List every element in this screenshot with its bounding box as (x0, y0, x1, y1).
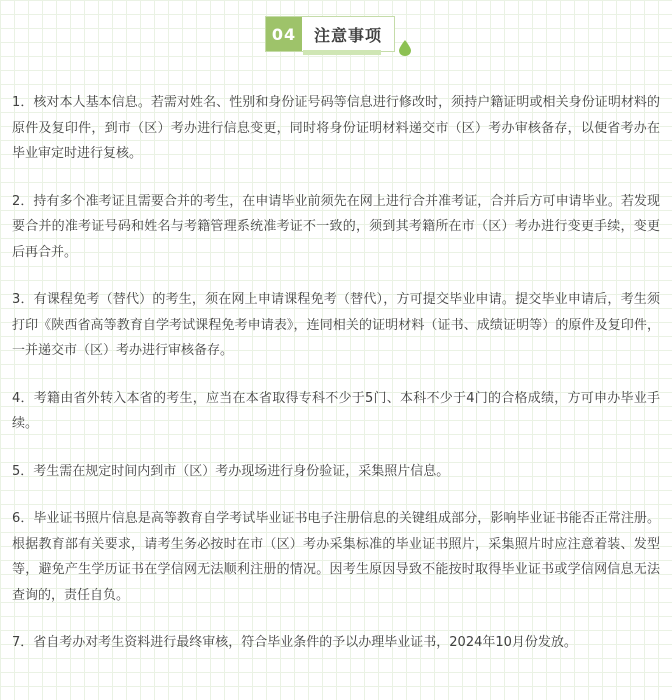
notice-item-2: 2．持有多个准考证且需要合并的考生，在申请毕业前须先在网上进行合并准考证，合并后方可申请毕业。若发现要合并的准考证号码和姓名与考籍管理系统准考证不一致的，须到其考籍所在市（区）考办进行变更手续，变更后再合并。 (12, 193, 660, 260)
section-number-badge: 04 (266, 17, 302, 51)
title-underline-decoration (303, 50, 381, 55)
notice-list (12, 90, 660, 678)
notice-item-3: 3．有课程免考（替代）的考生，须在网上申请课程免考（替代），方可提交毕业申请。提交毕业申请后，考生须打印《陕西省高等教育自学考试课程免考申请表》，连同相关的证明材料（证书、成绩证明等）的原件及复印件，一并递交市（区）考办进行审核备存。 (12, 292, 660, 358)
notice-item-4: 4．考籍由省外转入本省的考生，应当在本省取得专科不少于5门、本科不少于4门的合格成绩，方可申办毕业手续。 (12, 390, 660, 431)
notice-item-1: 1．核对本人基本信息。若需对姓名、性别和身份证号码等信息进行修改时，须持户籍证明或相关身份证明材料的原件及复印件，到市（区）考办进行信息变更，同时将身份证明材料递交市（区）考办审核备存，以便省考办在毕业审定时进行复核。 (12, 95, 660, 161)
notice-item-6: 6．毕业证书照片信息是高等教育自学考试毕业证书电子注册信息的关键组成部分，影响毕业证书能否正常注册。根据教育部有关要求，请考生务必按时在市（区）考办采集标准的毕业证书照片，采集照片时应注意着装、发型等，避免产生学历证书在学信网无法顺利注册的情况。因考生原因导致不能按时取得毕业证书或学信网信息无法查询的，责任自负。 (12, 511, 660, 603)
section-header-box (265, 16, 395, 52)
water-drop-icon (399, 40, 411, 56)
notice-item-7: 7．省自考办对考生资料进行最终审核，符合毕业条件的予以办理毕业证书，2024年10月份发放。 (12, 635, 577, 650)
notice-item-5: 5．考生需在规定时间内到市（区）考办现场进行身份验证，采集照片信息。 (12, 463, 450, 479)
section-title: 注意事项 (302, 17, 394, 51)
section-header (265, 16, 413, 60)
